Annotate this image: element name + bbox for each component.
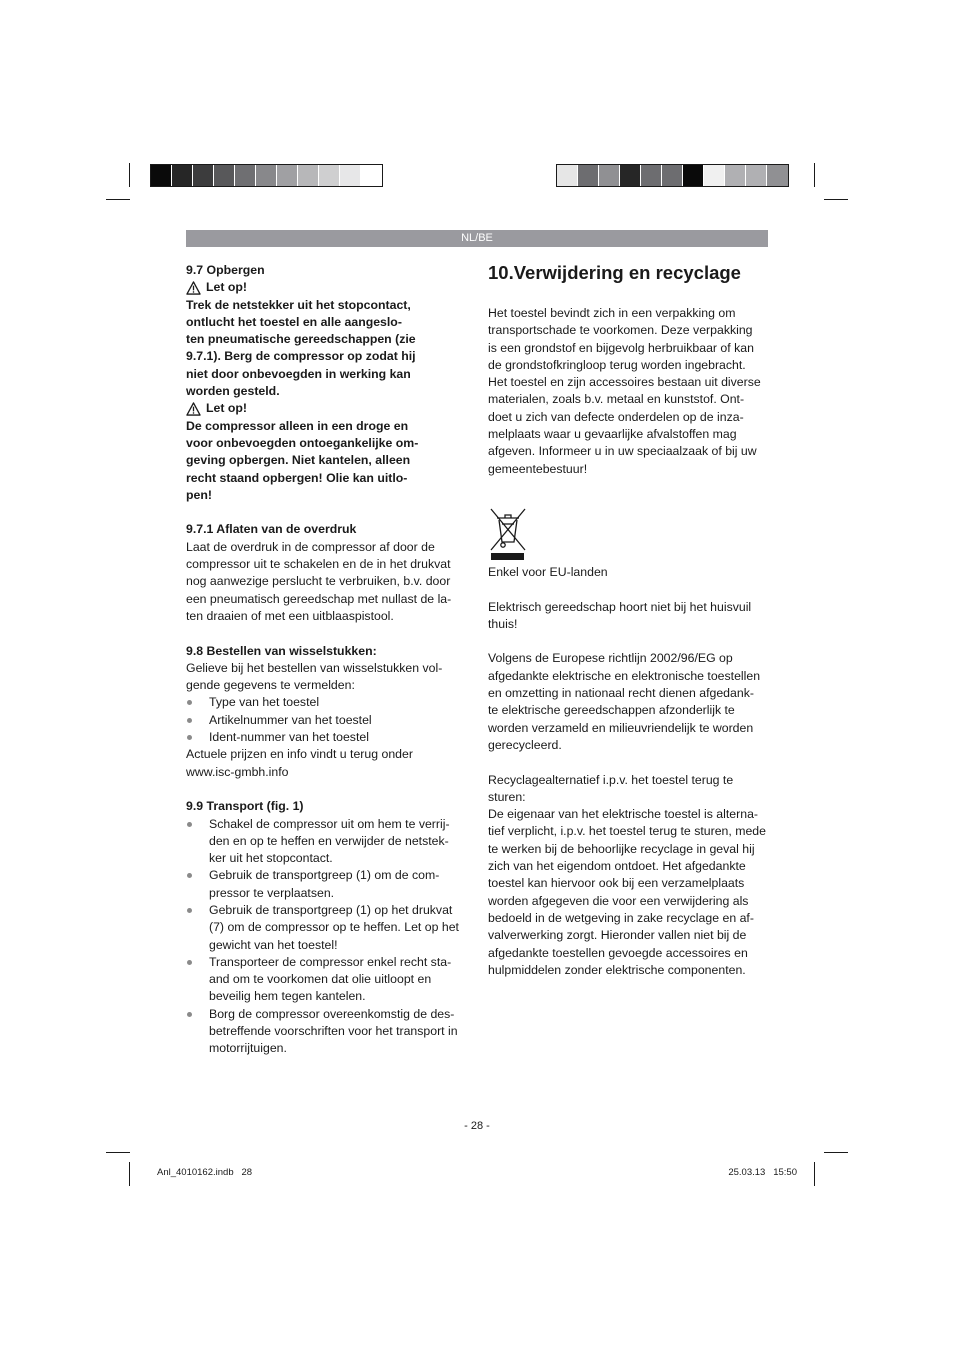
list-item [186, 867, 468, 902]
text-line: toestel kan hiervoor ook bij een verzamelplaats [488, 876, 745, 891]
color-swatch [767, 165, 788, 186]
warning-line [186, 279, 468, 296]
text-line: pressor te verplaatsen. [209, 885, 335, 900]
text-line: Recyclagealternatief i.p.v. het toestel terug te [488, 772, 734, 787]
text-line: compressor uit te schakelen en de in het drukvat [186, 557, 451, 572]
color-calibration-bar-left [150, 164, 383, 187]
page-number: - 28 - [464, 1120, 490, 1132]
text-line: Transporteer de compressor enkel recht sta- [209, 954, 452, 969]
text-line: Borg de compressor overeenkomstig de des- [209, 1006, 455, 1021]
text-line: motorrijtuigen. [209, 1041, 287, 1056]
text-line: ten pneumatische gereedschappen (zie [186, 332, 416, 347]
left-column [186, 262, 468, 1058]
text-line: worden gesteld. [186, 384, 280, 399]
text-line: gende gegevens te vermelden: [186, 678, 355, 693]
warning-triangle-icon [186, 402, 201, 416]
color-swatch [298, 165, 319, 186]
text-line: Laat de overdruk in de compressor af door de [186, 539, 435, 554]
color-swatch [214, 165, 235, 186]
color-swatch [235, 165, 256, 186]
crop-mark [824, 1152, 848, 1153]
color-swatch [599, 165, 620, 186]
text-line: ten draaien of met een uitblaaspistool. [186, 608, 394, 623]
crop-mark [106, 1152, 130, 1153]
color-swatch [172, 165, 193, 186]
section-heading-overdruk: 9.7.1 Aflaten van de overdruk [186, 522, 357, 537]
paragraph [488, 772, 770, 807]
right-column [488, 262, 770, 979]
text-line: pen! [186, 487, 212, 502]
text-line: de grondstofkringloop terug worden ingebracht. [488, 357, 746, 372]
crop-mark [106, 199, 130, 200]
color-calibration-bar-right [556, 164, 789, 187]
text-line: Volgens de Europese richtlijn 2002/96/EG op [488, 651, 733, 666]
list-item [186, 902, 468, 954]
crop-mark [129, 1162, 130, 1186]
text-line: tief verplicht, i.p.v. het toestel terug te sturen, mede [488, 824, 766, 839]
text-line: and om te voorkomen dat olie uitloopt en [209, 972, 432, 987]
weee-symbol [488, 506, 770, 564]
warning-label: Let op! [206, 280, 247, 295]
bullet-list [186, 816, 468, 1058]
text-line: sturen: [488, 789, 526, 804]
text-line: ker uit het stopcontact. [209, 851, 333, 866]
warning-text [186, 297, 468, 401]
text-line: ontlucht het toestel en alle aangeslo- [186, 314, 402, 329]
list-item [186, 954, 468, 1006]
crop-mark [129, 163, 130, 187]
text-line: zich van het eigendom ontdoet. Het afgedankte [488, 859, 746, 874]
text-line: 9.7.1). Berg de compressor op zodat hij [186, 349, 416, 364]
paragraph [488, 599, 770, 634]
list-item [186, 816, 468, 868]
section-heading-transport: 9.9 Transport (fig. 1) [186, 799, 304, 814]
warning-triangle-icon [186, 281, 201, 295]
text-line: Schakel de compressor uit om hem te verrij- [209, 816, 450, 831]
crop-mark [824, 199, 848, 200]
paragraph [186, 660, 468, 695]
text-line: gerecycleerd. [488, 737, 562, 752]
text-line: Elektrisch gereedschap hoort niet bij het huisvuil [488, 599, 752, 614]
warning-label: Let op! [206, 401, 247, 416]
text-line: (7) om de compressor op te heffen. Let op het [209, 920, 459, 935]
color-swatch [662, 165, 683, 186]
warning-text [186, 418, 468, 504]
text-line: Gelieve bij het bestellen van wisselstukken vol- [186, 660, 443, 675]
text-line: betreffende voorschriften voor het transport in [209, 1024, 458, 1039]
text-line: Het toestel bevindt zich in een verpakking om [488, 306, 736, 320]
color-swatch [193, 165, 214, 186]
section-heading-opbergen: 9.7 Opbergen [186, 263, 265, 277]
text-line: den en op te heffen en verwijder de netstek- [209, 833, 449, 848]
text-line: te elektrische gereedschappen afzonderlijk te [488, 703, 735, 718]
crossed-out-wheelie-bin-icon [488, 506, 528, 562]
text-line: Gebruik de transportgreep (1) op het drukvat [209, 902, 453, 917]
text-line: beveilig hem tegen kantelen. [209, 989, 366, 1004]
paragraph [186, 539, 468, 625]
warning-line [186, 400, 468, 417]
list-item: Type van het toestel [186, 694, 468, 711]
text-line: afgeven. Informeer u in uw speciaalzaak of bij uw [488, 444, 757, 459]
text-line: afgedankte toestellen gevoegde accessoires en [488, 945, 748, 960]
text-line: te werken bij de behoorlijke recyclage in geval hij [488, 841, 755, 856]
text-line: De eigenaar van het elektrische toestel is alterna- [488, 807, 758, 822]
text-line: en omzetting in nationaal recht dienen afgedank- [488, 686, 754, 701]
text-line: een pneumatisch gereedschap met nullast de la- [186, 591, 452, 606]
crop-mark [814, 1162, 815, 1186]
text-line: worden verzameld en milieuvriendelijk te worden [488, 720, 754, 735]
section-heading-wisselstukken: 9.8 Bestellen van wisselstukken: [186, 643, 377, 658]
text-line: doet u zich van defecte onderdelen op de inza- [488, 409, 744, 424]
footer-datetime: 25.03.13 15:50 [728, 1167, 797, 1178]
text-line: gemeentebestuur! [488, 461, 588, 476]
text-line: Gebruik de transportgreep (1) om de com- [209, 868, 440, 883]
color-swatch [277, 165, 298, 186]
bullet-list [186, 694, 468, 746]
crop-mark [814, 163, 815, 187]
text-line: geving opbergen. Niet kantelen, alleen [186, 453, 411, 468]
color-swatch [256, 165, 277, 186]
text-line: melplaats waar u gevaarlijke afvalstoffen mag [488, 427, 737, 442]
text-line: transportschade te voorkomen. Deze verpakking [488, 323, 753, 338]
text-line: niet door onbevoegden in werking kan [186, 366, 411, 381]
text-line: nog aanwezige perslucht te verbruiken, b.v. door [186, 574, 451, 589]
paragraph [186, 746, 468, 781]
text-line: recht staand opbergen! Olie kan uitlo- [186, 470, 408, 485]
text-line: materialen, zoals b.v. metaal en kunststof. Ont- [488, 392, 745, 407]
list-item: Ident-nummer van het toestel [186, 729, 468, 746]
text-line: afgedankte elektrische en elektronische toestellen [488, 668, 761, 683]
paragraph [488, 650, 770, 754]
list-item: Artikelnummer van het toestel [186, 712, 468, 729]
weee-caption: Enkel voor EU-landen [488, 564, 608, 579]
paragraph [488, 305, 770, 478]
color-swatch [725, 165, 746, 186]
language-label: NL/BE [461, 232, 493, 244]
color-swatch [746, 165, 767, 186]
color-swatch [319, 165, 340, 186]
text-line: Trek de netstekker uit het stopcontact, [186, 297, 411, 312]
text-line: www.isc-gmbh.info [186, 764, 289, 779]
text-line: De compressor alleen in een droge en [186, 418, 409, 433]
color-swatch [641, 165, 662, 186]
color-swatch [361, 165, 382, 186]
color-swatch [683, 165, 704, 186]
language-header-band [186, 230, 768, 247]
text-line: gewicht van het toestel! [209, 937, 338, 952]
color-swatch [340, 165, 361, 186]
text-line: voor onbevoegden ontoegankelijke om- [186, 435, 419, 450]
list-item [186, 1006, 468, 1058]
text-line: is een grondstof en bijgevolg herbruikbaar of kan [488, 340, 754, 355]
paragraph [488, 806, 770, 979]
color-swatch [620, 165, 641, 186]
chapter-title: 10.Verwijdering en recyclage [488, 262, 741, 283]
text-line: valverwerking zorgt. Hieronder vallen niet bij de [488, 928, 747, 943]
color-swatch [557, 165, 578, 186]
text-line: thuis! [488, 616, 518, 631]
color-swatch [704, 165, 725, 186]
text-line: worden afgegeven die voor een verwijdering als [488, 893, 749, 908]
footer-file-info: Anl_4010162.indb 28 [157, 1167, 253, 1178]
text-line: bedoeld in de wetgeving in zake recyclage en af- [488, 910, 754, 925]
color-swatch [578, 165, 599, 186]
text-line: Actuele prijzen en info vindt u terug onder [186, 747, 413, 762]
text-line: Het toestel en zijn accessoires bestaan uit diverse [488, 375, 761, 390]
color-swatch [151, 165, 172, 186]
text-line: hulpmiddelen zonder elektrische componenten. [488, 962, 746, 977]
